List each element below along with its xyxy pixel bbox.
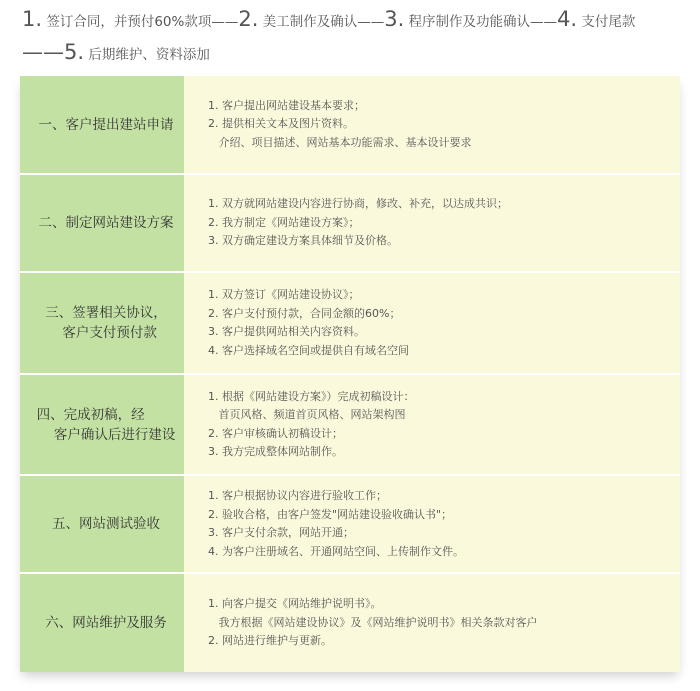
step-text: 签订合同，并预付60%款项—— xyxy=(46,14,239,30)
list-item: 1. 向客户提交《网站维护说明书》。 xyxy=(208,597,382,611)
step-title-cell xyxy=(20,574,184,672)
list-item: 2. 验收合格，由客户签发"网站建设验收确认书"； xyxy=(208,507,453,521)
list-item: 4. 客户选择域名空间或提供自有域名空间 xyxy=(208,343,409,357)
process-table xyxy=(20,76,680,672)
list-item: 3. 客户提供网站相关内容资料。 xyxy=(208,325,365,338)
step-title xyxy=(37,405,176,445)
list-item: 我方根据《网站建设协议》及《网站维护说明书》相关条款对客户 xyxy=(208,615,538,629)
step-detail-list xyxy=(208,97,472,153)
step-title xyxy=(45,613,167,633)
step-title xyxy=(45,303,167,343)
step-detail-list xyxy=(208,286,409,360)
step-text: 后期维护、资料添加 xyxy=(88,47,210,63)
step-detail-cell xyxy=(184,76,680,173)
process-row xyxy=(20,476,680,572)
step-number: 3. xyxy=(384,7,405,31)
step-title-cell xyxy=(20,175,184,271)
list-item: 2. 提供相关文本及图片资料。 xyxy=(208,117,354,131)
step-title-cell xyxy=(20,476,184,572)
step-title-cell xyxy=(20,375,184,474)
list-item: 3. 客户支付余款，网站开通； xyxy=(208,526,354,539)
step-number: 1. xyxy=(22,7,43,31)
step-text: 美工制作及确认—— xyxy=(262,14,385,30)
step-detail-cell xyxy=(184,574,680,672)
process-header xyxy=(22,4,692,70)
step-text: 支付尾款 xyxy=(581,14,636,30)
step-number: 4. xyxy=(557,7,578,31)
list-item: 1. 客户根据协议内容进行验收工作； xyxy=(208,489,387,502)
list-item: 2. 网站进行维护与更新。 xyxy=(208,634,332,648)
step-detail-list xyxy=(208,195,508,251)
step-number: 2. xyxy=(238,7,259,31)
step-detail-list xyxy=(208,487,464,561)
step-title xyxy=(39,213,174,233)
step-title-line: 一、客户提出建站申请 xyxy=(38,116,174,133)
list-item: 首页风格、频道首页风格、网站架构图 xyxy=(208,408,406,421)
step-detail-list xyxy=(208,388,415,462)
list-item: 介绍、项目描述、网站基本功能需求、基本设计要求 xyxy=(208,135,472,149)
step-title-line: 客户支付预付款 xyxy=(45,325,157,341)
step-title-line: 三、签署相关协议， xyxy=(45,305,167,321)
process-row xyxy=(20,273,680,373)
step-title-cell xyxy=(20,273,184,373)
list-item: 2. 客户支付预付款，合同金额的60%； xyxy=(208,306,401,320)
list-item: 3. 我方完成整体网站制作。 xyxy=(208,445,343,458)
list-item: 1. 客户提出网站建设基本要求； xyxy=(208,98,365,112)
list-item: 2. 我方制定《网站建设方案》； xyxy=(208,215,360,229)
step-title-line: 四、完成初稿，经 xyxy=(36,406,145,423)
step-title-line: 二、制定网站建设方案 xyxy=(38,215,174,231)
list-item: 1. 双方签订《网站建设协议》； xyxy=(208,288,360,301)
step-title-line: 五、网站测试验收 xyxy=(52,516,160,532)
step-text: 程序制作及功能确认—— xyxy=(408,14,558,30)
process-row xyxy=(20,375,680,474)
step-title xyxy=(52,514,160,534)
step-title-line: 客户确认后进行建设 xyxy=(36,426,176,443)
step-number: ——5. xyxy=(22,40,85,64)
process-row xyxy=(20,574,680,672)
list-item: 4. 为客户注册域名、开通网站空间、上传制作文件。 xyxy=(208,544,464,558)
step-detail-cell xyxy=(184,175,680,271)
list-item: 3. 双方确定建设方案具体细节及价格。 xyxy=(208,234,398,248)
list-item: 2. 客户审核确认初稿设计； xyxy=(208,426,343,440)
step-title-cell xyxy=(20,76,184,173)
step-detail-cell xyxy=(184,375,680,474)
list-item: 1. 根据《网站建设方案》）完成初稿设计： xyxy=(208,389,415,403)
step-detail-cell xyxy=(184,476,680,572)
step-title-line: 六、网站维护及服务 xyxy=(45,615,167,631)
step-detail-cell xyxy=(184,273,680,373)
list-item: 1. 双方就网站建设内容进行协商，修改、补充，以达成共识； xyxy=(208,197,508,211)
process-row xyxy=(20,76,680,173)
step-detail-list xyxy=(208,595,538,651)
process-row xyxy=(20,175,680,271)
step-title xyxy=(39,115,174,135)
